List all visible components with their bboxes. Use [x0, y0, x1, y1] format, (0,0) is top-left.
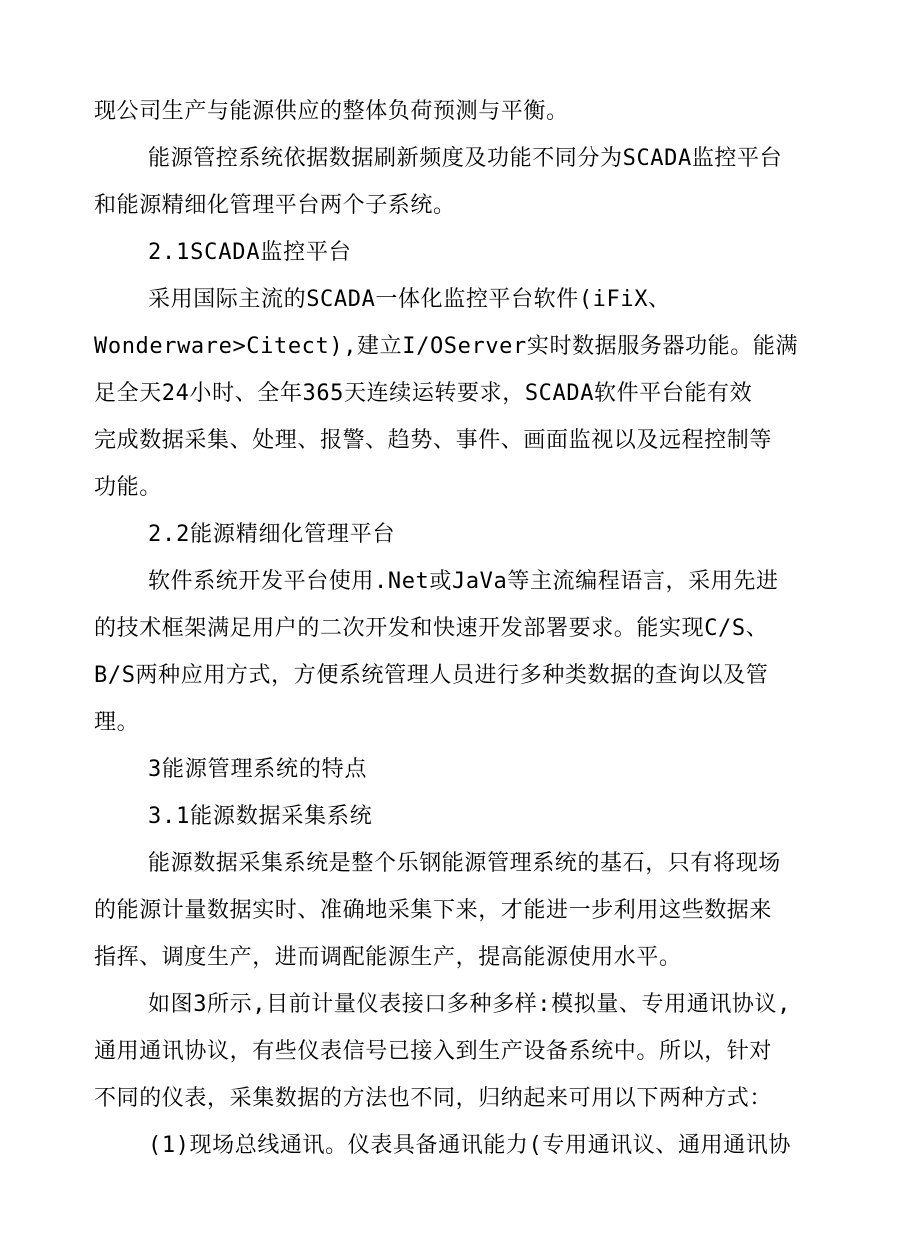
body-text-line: 通用通讯协议，有些仪表信号已接入到生产设备系统中。所以，针对	[94, 1039, 773, 1064]
section-heading: 3能源管理系统的特点	[148, 757, 368, 782]
body-text-line: 指挥、调度生产，进而调配能源生产，提高能源使用水平。	[94, 945, 682, 970]
body-text-line: (1)现场总线通讯。仪表具备通讯能力(专用通讯议、通用通讯协	[148, 1133, 791, 1158]
section-heading: 2.2能源精细化管理平台	[148, 522, 396, 547]
body-text-line: 的能源计量数据实时、准确地采集下来，才能进一步利用这些数据来	[94, 898, 773, 923]
body-text-line: 能源数据采集系统是整个乐钢能源管理系统的基石，只有将现场	[148, 851, 781, 876]
body-text-line: 完成数据采集、处理、报警、趋势、事件、画面监视以及远程控制等	[94, 428, 773, 453]
section-heading: 2.1SCADA监控平台	[148, 240, 352, 265]
body-text-line: 如图3所示,目前计量仪表接口多种多样:模拟量、专用通讯协议,	[148, 992, 791, 1017]
body-text-line: Wonderware>Citect),建立I/OServer实时数据服务器功能。能满	[94, 334, 799, 359]
body-text-line: 足全天24小时、全年365天连续运转要求，SCADA软件平台能有效	[94, 381, 753, 406]
body-text-line: 现公司生产与能源供应的整体负荷预测与平衡。	[94, 99, 569, 124]
section-heading: 3.1能源数据采集系统	[148, 804, 373, 829]
body-text-line: B/S两种应用方式，方便系统管理人员进行多种类数据的查询以及管	[94, 663, 769, 688]
body-text-line: 理。	[94, 710, 140, 735]
body-text-line: 采用国际主流的SCADA一体化监控平台软件(iFiX、	[148, 287, 671, 312]
body-text-line: 软件系统开发平台使用.Net或JaVa等主流编程语言，采用先进	[148, 569, 779, 594]
body-text-line: 不同的仪表，采集数据的方法也不同，归纳起来可用以下两种方式：	[94, 1086, 773, 1111]
body-text-line: 的技术框架满足用户的二次开发和快速开发部署要求。能实现C/S、	[94, 616, 769, 641]
body-text-line: 能源管控系统依据数据刷新频度及功能不同分为SCADA监控平台	[148, 146, 783, 171]
body-text-line: 和能源精细化管理平台两个子系统。	[94, 193, 456, 218]
body-text-line: 功能。	[94, 475, 162, 500]
